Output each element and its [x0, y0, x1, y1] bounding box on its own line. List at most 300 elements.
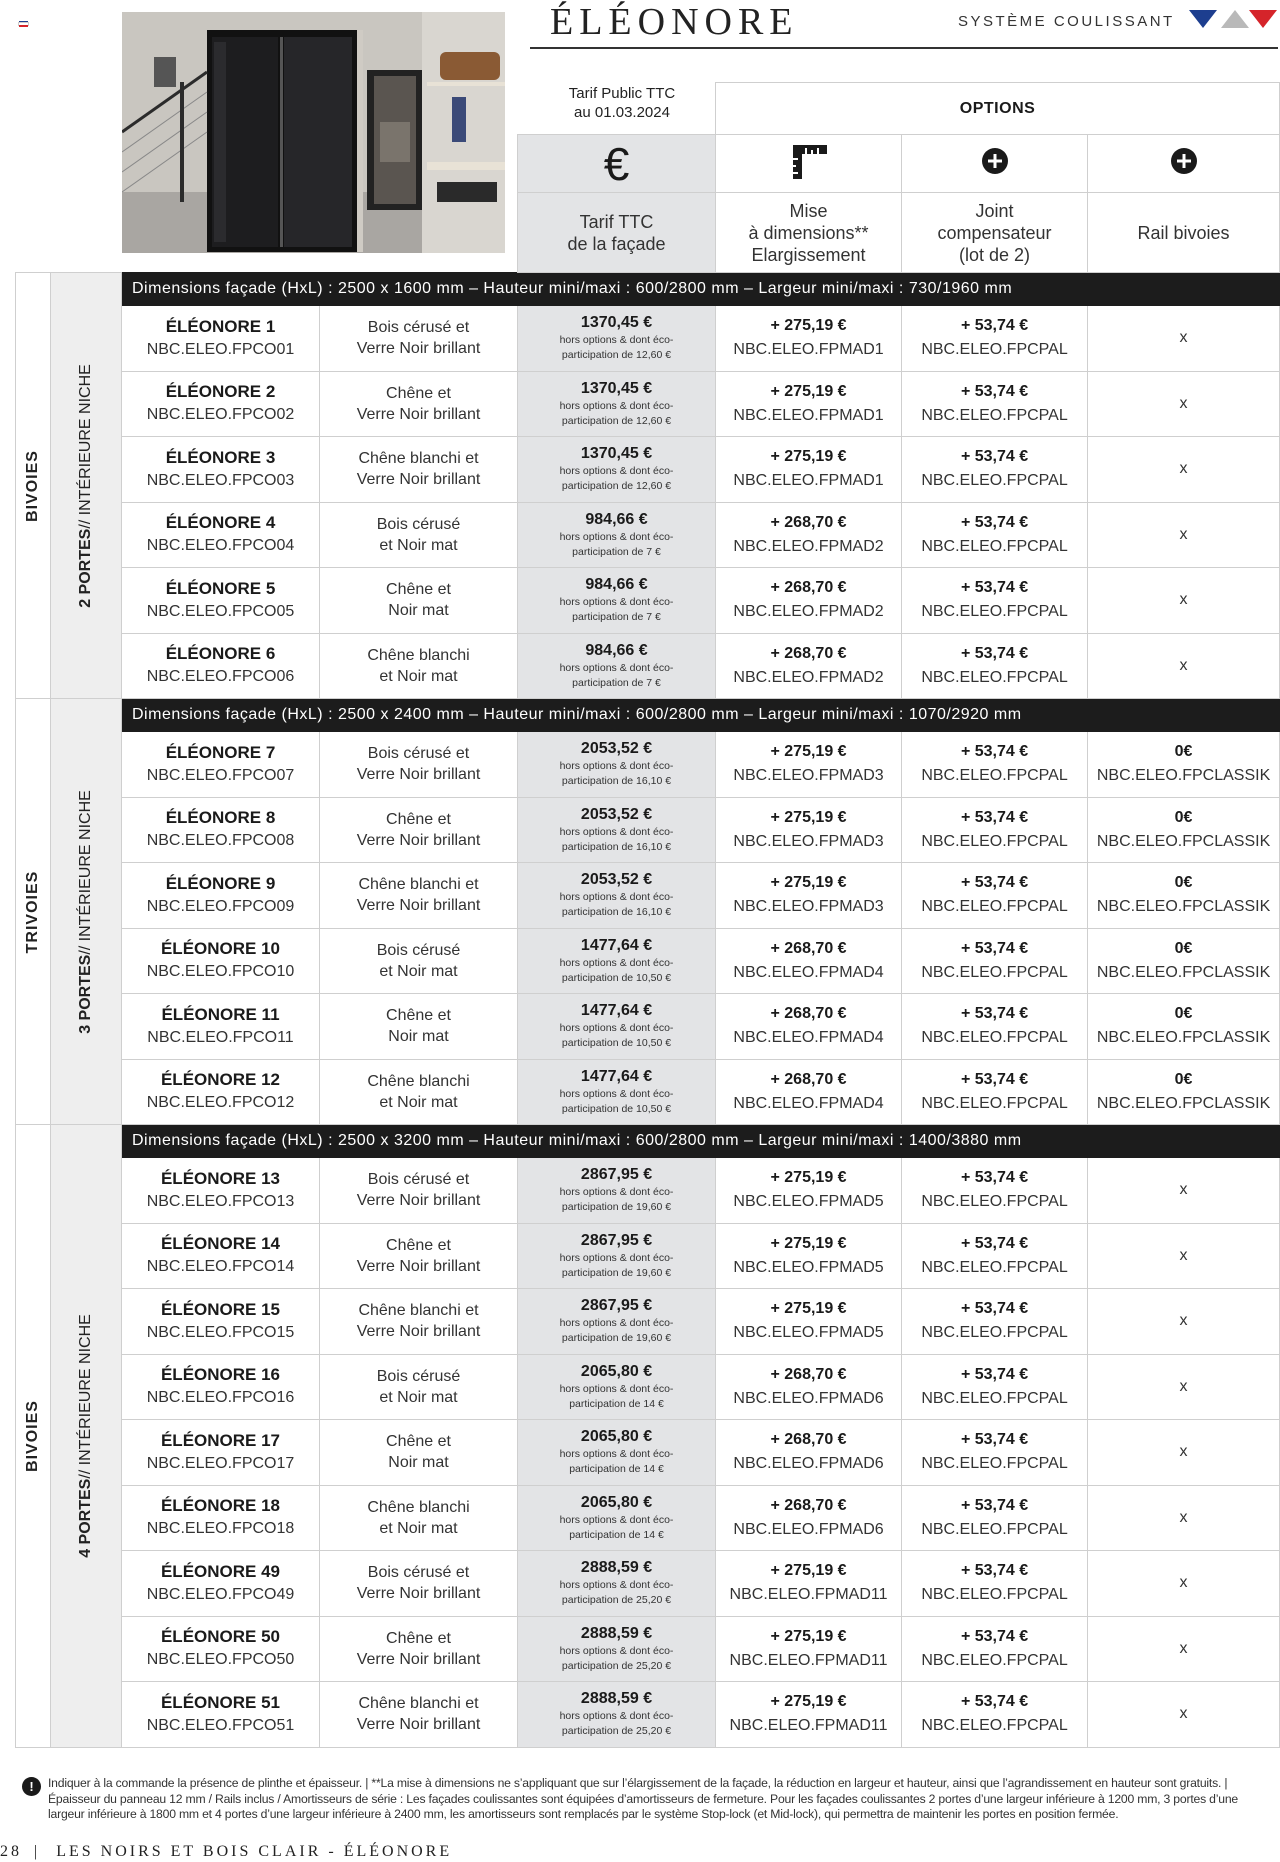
product-name: ÉLÉONORE 4 [165, 513, 276, 533]
joint-price: + 53,74 € [960, 1431, 1029, 1449]
joint-ref: NBC.ELEO.FPCPAL [921, 963, 1068, 981]
product-cell [122, 1158, 320, 1224]
joint-price: + 53,74 € [960, 874, 1029, 892]
joint-ref: NBC.ELEO.FPCPAL [921, 1193, 1068, 1211]
joint-cell [902, 1551, 1088, 1617]
product-name: ÉLÉONORE 16 [160, 1365, 281, 1385]
product-cell [122, 1059, 320, 1125]
price-cell [518, 1354, 716, 1420]
mise-ref: NBC.ELEO.FPMAD5 [733, 1258, 884, 1276]
finish-line1: Chêne et [386, 1629, 451, 1647]
footer-separator: | [34, 1843, 41, 1860]
product-ref: NBC.ELEO.FPCO08 [146, 832, 295, 850]
product-name: ÉLÉONORE 51 [160, 1692, 281, 1712]
product-ref: NBC.ELEO.FPCO16 [146, 1389, 295, 1407]
joint-ref: NBC.ELEO.FPCPAL [921, 1455, 1068, 1473]
finish-line1: Chêne et [386, 384, 451, 402]
price-cell [518, 1485, 716, 1551]
eco-line2: participation de 19,60 € [561, 1266, 672, 1279]
rail-cell [1088, 437, 1280, 503]
rail-ref: NBC.ELEO.FPCLASSIK [1096, 767, 1271, 785]
rail-cell [1088, 994, 1280, 1060]
joint-cell [902, 1158, 1088, 1224]
product-ref: NBC.ELEO.FPCO13 [146, 1192, 295, 1210]
product-ref: NBC.ELEO.FPCO09 [146, 897, 295, 915]
mise-ref: NBC.ELEO.FPMAD3 [733, 767, 884, 785]
col-header-tarif-l2: de la façade [567, 233, 666, 254]
mise-ref: NBC.ELEO.FPMAD11 [729, 1586, 888, 1604]
mise-ref: NBC.ELEO.FPMAD5 [733, 1193, 884, 1211]
finish-line2: Noir mat [388, 602, 449, 620]
mise-price: + 268,70 € [770, 1070, 847, 1088]
rail-ref: NBC.ELEO.FPCLASSIK [1096, 832, 1271, 850]
mise-price: + 275,19 € [770, 1169, 847, 1187]
finish-line1: Bois cérusé [376, 515, 461, 533]
joint-price: + 53,74 € [960, 1300, 1029, 1318]
door-count-bold: 4 PORTES [77, 1478, 94, 1558]
mise-cell [716, 994, 902, 1060]
price-cell [518, 633, 716, 699]
product-cell [122, 568, 320, 634]
mise-cell [716, 371, 902, 437]
joint-cell [902, 1059, 1088, 1125]
finish-line2: et Noir mat [379, 1093, 458, 1111]
eco-line2: participation de 25,20 € [561, 1659, 672, 1672]
eco-line1: hors options & dont éco- [559, 465, 674, 478]
finish-cell [320, 502, 518, 568]
product-ref: NBC.ELEO.FPCO04 [146, 537, 295, 555]
joint-ref: NBC.ELEO.FPCPAL [921, 832, 1068, 850]
rail-ref: NBC.ELEO.FPCLASSIK [1096, 963, 1271, 981]
eco-line2: participation de 14 € [569, 1528, 664, 1541]
price-cell [518, 1682, 716, 1748]
rail-cell [1088, 1682, 1280, 1748]
finish-cell [320, 371, 518, 437]
eco-line1: hors options & dont éco- [559, 1251, 674, 1264]
joint-price: + 53,74 € [960, 644, 1029, 662]
door-count-label [51, 1125, 122, 1748]
product-ref: NBC.ELEO.FPCO06 [146, 668, 295, 686]
rail-ref: NBC.ELEO.FPCLASSIK [1096, 1029, 1271, 1047]
mise-price: + 275,19 € [770, 448, 847, 466]
rail-cell [1088, 1289, 1280, 1355]
product-name: ÉLÉONORE 14 [160, 1234, 281, 1254]
eco-line1: hors options & dont éco- [559, 1186, 674, 1199]
product-name: ÉLÉONORE 13 [160, 1168, 281, 1188]
joint-price: + 53,74 € [960, 579, 1029, 597]
mise-cell [716, 863, 902, 929]
finish-cell [320, 1420, 518, 1486]
product-cell [122, 1420, 320, 1486]
rail-price: 0€ [1174, 743, 1193, 761]
eco-line2: participation de 16,10 € [561, 906, 672, 919]
finish-line1: Bois cérusé [376, 1367, 461, 1385]
product-cell [122, 437, 320, 503]
options-header: OPTIONS [716, 83, 1280, 135]
table-row [16, 568, 1280, 634]
product-cell [122, 1289, 320, 1355]
price-cell [518, 863, 716, 929]
door-count-rest: // INTÉRIEURE NICHE [77, 789, 94, 955]
joint-ref: NBC.ELEO.FPCPAL [921, 1651, 1068, 1669]
mise-ref: NBC.ELEO.FPMAD2 [733, 537, 884, 555]
finish-line2: Verre Noir brillant [356, 471, 481, 489]
rail-not-available: x [1179, 656, 1188, 674]
rail-cell [1088, 371, 1280, 437]
joint-cell [902, 863, 1088, 929]
mise-price: + 275,19 € [770, 1300, 847, 1318]
mise-cell [716, 1158, 902, 1224]
rail-not-available: x [1179, 1377, 1188, 1395]
plus-circle-icon [1088, 135, 1280, 193]
joint-ref: NBC.ELEO.FPCPAL [921, 1324, 1068, 1342]
eco-line1: hors options & dont éco- [559, 399, 674, 412]
tarif-public-date: au 01.03.2024 [574, 104, 670, 121]
eco-line2: participation de 10,50 € [561, 1037, 672, 1050]
page-title: ÉLÉONORE [550, 1, 799, 43]
col-header-joint-l2: compensateur [937, 222, 1052, 243]
table-row [16, 1485, 1280, 1551]
eco-line2: participation de 16,10 € [561, 840, 672, 853]
eco-line1: hors options & dont éco- [559, 891, 674, 904]
joint-cell [902, 1485, 1088, 1551]
price-value: 1370,45 € [580, 445, 653, 463]
joint-price: + 53,74 € [960, 743, 1029, 761]
eco-line1: hors options & dont éco- [559, 334, 674, 347]
finish-line2: Noir mat [388, 1028, 449, 1046]
finish-line2: Verre Noir brillant [356, 1716, 481, 1734]
table-row [16, 1682, 1280, 1748]
section-header-row [16, 273, 1280, 306]
rail-cell [1088, 1059, 1280, 1125]
finish-line2: et Noir mat [379, 1388, 458, 1406]
price-value: 2867,95 € [580, 1166, 653, 1184]
product-ref: NBC.ELEO.FPCO05 [146, 602, 295, 620]
joint-price: + 53,74 € [960, 1627, 1029, 1645]
joint-cell [902, 633, 1088, 699]
finish-cell [320, 863, 518, 929]
joint-price: + 53,74 € [960, 808, 1029, 826]
price-value: 2867,95 € [580, 1297, 653, 1315]
eco-line1: hors options & dont éco- [559, 956, 674, 969]
joint-cell [902, 797, 1088, 863]
mise-cell [716, 732, 902, 798]
joint-ref: NBC.ELEO.FPCPAL [921, 898, 1068, 916]
product-name: ÉLÉONORE 7 [165, 742, 276, 762]
rail-price: 0€ [1174, 939, 1193, 957]
rail-not-available: x [1179, 1508, 1188, 1526]
joint-cell [902, 732, 1088, 798]
product-ref: NBC.ELEO.FPCO15 [146, 1323, 295, 1341]
finish-line1: Bois cérusé et [367, 1564, 470, 1582]
mise-ref: NBC.ELEO.FPMAD1 [733, 406, 884, 424]
rail-cell [1088, 1616, 1280, 1682]
door-count-rest: // INTÉRIEURE NICHE [77, 1313, 94, 1479]
col-header-joint [902, 193, 1088, 273]
col-header-rail: Rail bivoies [1088, 193, 1280, 273]
price-cell [518, 568, 716, 634]
joint-price: + 53,74 € [960, 1169, 1029, 1187]
mise-price: + 268,70 € [770, 939, 847, 957]
price-cell [518, 502, 716, 568]
mise-ref: NBC.ELEO.FPMAD11 [729, 1651, 888, 1669]
eco-line2: participation de 7 € [572, 611, 661, 624]
finish-cell [320, 1682, 518, 1748]
table-row [16, 797, 1280, 863]
mise-price: + 268,70 € [770, 1005, 847, 1023]
product-ref: NBC.ELEO.FPCO18 [146, 1520, 295, 1538]
joint-price: + 53,74 € [960, 1496, 1029, 1514]
section-dimensions: Dimensions façade (HxL) : 2500 x 3200 mm – Hauteur mini/maxi : 600/2800 mm – Largeur mini/maxi : 1400/3880 mm [122, 1125, 1280, 1158]
door-count-text [77, 1314, 95, 1558]
eco-line1: hors options & dont éco- [559, 1317, 674, 1330]
mise-cell [716, 1223, 902, 1289]
section-dimensions: Dimensions façade (HxL) : 2500 x 1600 mm – Hauteur mini/maxi : 600/2800 mm – Largeur mini/maxi : 730/1960 mm [122, 273, 1280, 306]
rail-price: 0€ [1174, 1070, 1193, 1088]
rail-cell [1088, 568, 1280, 634]
joint-ref: NBC.ELEO.FPCPAL [921, 668, 1068, 686]
rail-cell [1088, 1485, 1280, 1551]
rail-cell [1088, 928, 1280, 994]
joint-ref: NBC.ELEO.FPCPAL [921, 1389, 1068, 1407]
eco-line1: hors options & dont éco- [559, 1448, 674, 1461]
price-value: 2888,59 € [580, 1690, 653, 1708]
product-name: ÉLÉONORE 1 [165, 316, 276, 336]
table-row [16, 1059, 1280, 1125]
eco-line2: participation de 19,60 € [561, 1332, 672, 1345]
mise-ref: NBC.ELEO.FPMAD3 [733, 898, 884, 916]
brand-triangles-icon [1189, 10, 1277, 35]
table-row [16, 1223, 1280, 1289]
price-cell [518, 371, 716, 437]
product-name: ÉLÉONORE 15 [160, 1299, 281, 1319]
joint-price: + 53,74 € [960, 513, 1029, 531]
section-header-row [16, 699, 1280, 732]
product-cell [122, 863, 320, 929]
product-ref: NBC.ELEO.FPCO01 [146, 340, 295, 358]
eco-line2: participation de 7 € [572, 545, 661, 558]
rail-type-text: TRIVOIES [24, 870, 41, 953]
mise-ref: NBC.ELEO.FPMAD2 [733, 603, 884, 621]
joint-cell [902, 1420, 1088, 1486]
col-header-tarif [518, 193, 716, 273]
price-value: 2053,52 € [580, 871, 653, 889]
joint-cell [902, 306, 1088, 372]
finish-line2: Verre Noir brillant [356, 766, 481, 784]
finish-cell [320, 1354, 518, 1420]
price-cell [518, 928, 716, 994]
footnote [22, 1776, 1262, 1823]
mise-cell [716, 928, 902, 994]
eco-line2: participation de 19,60 € [561, 1201, 672, 1214]
table-row [16, 732, 1280, 798]
footer-text: LES NOIRS ET BOIS CLAIR - ÉLÉONORE [56, 1843, 453, 1860]
joint-ref: NBC.ELEO.FPCPAL [921, 1258, 1068, 1276]
mise-price: + 268,70 € [770, 579, 847, 597]
plus-circle-icon [902, 135, 1088, 193]
mise-ref: NBC.ELEO.FPMAD1 [733, 341, 884, 359]
mise-ref: NBC.ELEO.FPMAD11 [729, 1717, 888, 1735]
flag-mark-icon [19, 21, 28, 27]
ruler-icon [716, 135, 902, 193]
rail-not-available: x [1179, 1639, 1188, 1657]
finish-line2: et Noir mat [379, 536, 458, 554]
price-value: 1370,45 € [580, 379, 653, 397]
product-name: ÉLÉONORE 5 [165, 578, 276, 598]
product-ref: NBC.ELEO.FPCO17 [146, 1454, 295, 1472]
rail-cell [1088, 1420, 1280, 1486]
joint-price: + 53,74 € [960, 1005, 1029, 1023]
joint-ref: NBC.ELEO.FPCPAL [921, 472, 1068, 490]
eco-line1: hors options & dont éco- [559, 1513, 674, 1526]
product-cell [122, 797, 320, 863]
finish-line2: Verre Noir brillant [356, 897, 481, 915]
price-cell [518, 437, 716, 503]
table-row [16, 633, 1280, 699]
price-value: 1370,45 € [580, 314, 653, 332]
rail-type-text: BIVOIES [24, 449, 41, 522]
finish-line1: Chêne blanchi [367, 646, 470, 664]
joint-cell [902, 568, 1088, 634]
finish-line2: et Noir mat [379, 667, 458, 685]
rail-cell [1088, 1551, 1280, 1617]
mise-cell [716, 1289, 902, 1355]
product-cell [122, 371, 320, 437]
product-name: ÉLÉONORE 49 [160, 1561, 281, 1581]
mise-price: + 275,19 € [770, 808, 847, 826]
eco-line2: participation de 25,20 € [561, 1725, 672, 1738]
price-value: 2867,95 € [580, 1231, 653, 1249]
product-name: ÉLÉONORE 17 [160, 1430, 281, 1450]
col-header-mise-l2: à dimensions** [748, 222, 869, 243]
eco-line1: hors options & dont éco- [559, 596, 674, 609]
col-header-tarif-l1: Tarif TTC [579, 211, 654, 232]
eco-line2: participation de 10,50 € [561, 971, 672, 984]
product-cell [122, 1223, 320, 1289]
eco-line1: hors options & dont éco- [559, 1644, 674, 1657]
price-cell [518, 1158, 716, 1224]
product-cell [122, 1354, 320, 1420]
product-cell [122, 732, 320, 798]
rail-not-available: x [1179, 1443, 1188, 1461]
mise-ref: NBC.ELEO.FPMAD6 [733, 1389, 884, 1407]
product-cell [122, 1616, 320, 1682]
product-cell [122, 1551, 320, 1617]
page-number: 28 [0, 1843, 22, 1860]
finish-line1: Chêne et [386, 1236, 451, 1254]
price-cell [518, 1289, 716, 1355]
price-value: 2065,80 € [580, 1428, 653, 1446]
product-cell [122, 306, 320, 372]
eco-line2: participation de 12,60 € [561, 480, 672, 493]
finish-cell [320, 797, 518, 863]
finish-line1: Bois cérusé et [367, 1171, 470, 1189]
mise-ref: NBC.ELEO.FPMAD4 [733, 1094, 884, 1112]
rail-cell [1088, 863, 1280, 929]
rail-not-available: x [1179, 1574, 1188, 1592]
rail-not-available: x [1179, 329, 1188, 347]
finish-line2: Verre Noir brillant [356, 831, 481, 849]
title-rule [530, 47, 1278, 49]
finish-line2: Verre Noir brillant [356, 340, 481, 358]
mise-ref: NBC.ELEO.FPMAD5 [733, 1324, 884, 1342]
price-value: 1477,64 € [580, 1002, 653, 1020]
product-cell [122, 1485, 320, 1551]
price-cell [518, 1551, 716, 1617]
rail-price: 0€ [1174, 874, 1193, 892]
joint-price: + 53,74 € [960, 1070, 1029, 1088]
rail-ref: NBC.ELEO.FPCLASSIK [1096, 1094, 1271, 1112]
product-ref: NBC.ELEO.FPCO49 [146, 1585, 295, 1603]
table-row [16, 1616, 1280, 1682]
product-cell [122, 1682, 320, 1748]
mise-cell [716, 1551, 902, 1617]
eco-line1: hors options & dont éco- [559, 1579, 674, 1592]
col-header-mise [716, 193, 902, 273]
rail-not-available: x [1179, 1181, 1188, 1199]
rail-type-label [16, 1125, 51, 1748]
mise-price: + 268,70 € [770, 644, 847, 662]
mise-price: + 268,70 € [770, 513, 847, 531]
joint-ref: NBC.ELEO.FPCPAL [921, 1520, 1068, 1538]
price-value: 2888,59 € [580, 1624, 653, 1642]
finish-line2: Verre Noir brillant [356, 1585, 481, 1603]
joint-ref: NBC.ELEO.FPCPAL [921, 1586, 1068, 1604]
mise-cell [716, 306, 902, 372]
mise-price: + 268,70 € [770, 1496, 847, 1514]
finish-cell [320, 633, 518, 699]
joint-ref: NBC.ELEO.FPCPAL [921, 537, 1068, 555]
rail-cell [1088, 1223, 1280, 1289]
joint-cell [902, 928, 1088, 994]
page-footer [0, 1843, 452, 1861]
finish-line1: Chêne et [386, 581, 451, 599]
table-row [16, 502, 1280, 568]
finish-line2: Verre Noir brillant [356, 1650, 481, 1668]
eco-line1: hors options & dont éco- [559, 530, 674, 543]
mise-cell [716, 1420, 902, 1486]
mise-price: + 275,19 € [770, 743, 847, 761]
finish-line2: Verre Noir brillant [356, 405, 481, 423]
rail-not-available: x [1179, 1246, 1188, 1264]
joint-cell [902, 1682, 1088, 1748]
price-value: 984,66 € [585, 510, 648, 528]
col-header-mise-l1: Mise [789, 200, 828, 221]
rail-price: 0€ [1174, 808, 1193, 826]
mise-ref: NBC.ELEO.FPMAD6 [733, 1520, 884, 1538]
product-name: ÉLÉONORE 50 [160, 1627, 281, 1647]
mise-cell [716, 502, 902, 568]
mise-price: + 275,19 € [770, 874, 847, 892]
euro-icon [518, 135, 716, 193]
joint-price: + 53,74 € [960, 448, 1029, 466]
eco-line1: hors options & dont éco- [559, 1022, 674, 1035]
product-cell [122, 633, 320, 699]
rail-not-available: x [1179, 591, 1188, 609]
finish-cell [320, 1223, 518, 1289]
product-name: ÉLÉONORE 2 [165, 382, 276, 402]
finish-line2: et Noir mat [379, 1519, 458, 1537]
price-cell [518, 1420, 716, 1486]
footnote-text: Indiquer à la commande la présence de plinthe et épaisseur. | **La mise à dimensions ne s’appliquant que sur l’élargissement de la façade, la réduction en largeur et hauteur, ainsi que l’agrandissement en hauteur sont gratuits. | Épaisseur du panneau 12 mm / Rails inclus / Amortisseurs de série : Les façades coulissantes sont équipées d’amortisseurs de fermeture. Pour les façades coulissantes 2 portes d’une largeur inférieure à 1200 mm, 3 portes d’une largeur inférieure à 1800 mm et 4 portes d’une largeur inférieure à 2400 mm, les amortisseurs sont remplacés par le système Stop-lock (et Mid-lock), qui permettra de maintenir les portes en position fermée. [48, 1776, 1238, 1821]
mise-cell [716, 1616, 902, 1682]
mise-cell [716, 633, 902, 699]
price-value: 984,66 € [585, 576, 648, 594]
mise-cell [716, 568, 902, 634]
col-header-joint-l3: (lot de 2) [959, 244, 1031, 265]
finish-line1: Chêne et [386, 1007, 451, 1025]
rail-price: 0€ [1174, 1005, 1193, 1023]
